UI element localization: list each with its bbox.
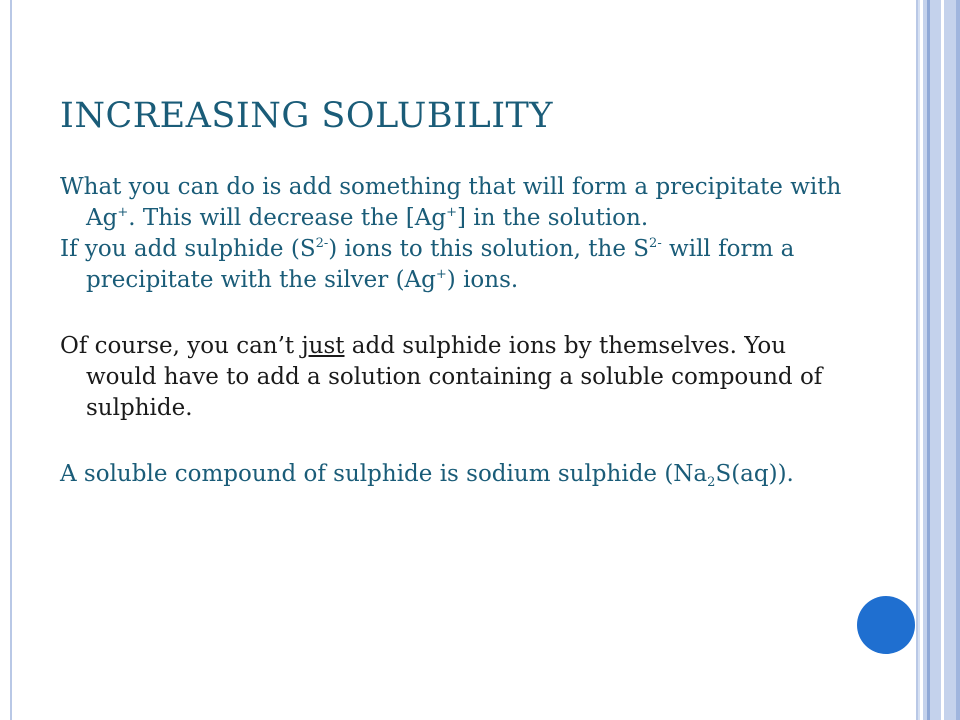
decorative-circle-icon <box>857 596 915 654</box>
text-span: A soluble compound of sulphide is sodium sulphide (Na <box>60 461 708 487</box>
superscript: + <box>446 205 458 220</box>
superscript: + <box>117 205 129 220</box>
text-span: If you add sulphide (S <box>60 236 316 262</box>
text-span: will form a precipitate with the silver (Ag <box>86 236 795 293</box>
superscript: + <box>435 267 447 282</box>
superscript: 2- <box>315 236 329 251</box>
superscript: 2- <box>649 236 662 251</box>
text-span: ] in the solution. <box>457 205 649 231</box>
text-span: add sulphide ions by themselves. You would have to add a solution containing a soluble compound of sulphide. <box>86 333 823 421</box>
slide-body <box>60 172 850 490</box>
stripe <box>944 0 956 720</box>
stripe <box>956 0 960 720</box>
stripe <box>930 0 941 720</box>
paragraph-sodium-sulphide <box>60 459 850 490</box>
underlined-word: just <box>301 333 345 359</box>
decorative-stripes <box>918 0 960 720</box>
text-span: What you can do is add something that will form a precipitate with Ag <box>60 174 842 231</box>
text-span: S(aq)). <box>715 461 794 487</box>
subscript: 2 <box>707 475 716 490</box>
spacer <box>60 424 850 459</box>
slide-title: INCREASING SOLUBILITY <box>60 96 553 136</box>
paragraph-sulphide <box>60 234 850 296</box>
text-span: ) ions. <box>446 267 519 293</box>
text-span: Of course, you can’t <box>60 333 302 359</box>
text-span: ) ions to this solution, the S <box>328 236 650 262</box>
text-span: . This will decrease the [Ag <box>128 205 447 231</box>
paragraph-of-course <box>60 331 850 424</box>
paragraph-precipitate <box>60 172 850 234</box>
spacer <box>60 296 850 331</box>
